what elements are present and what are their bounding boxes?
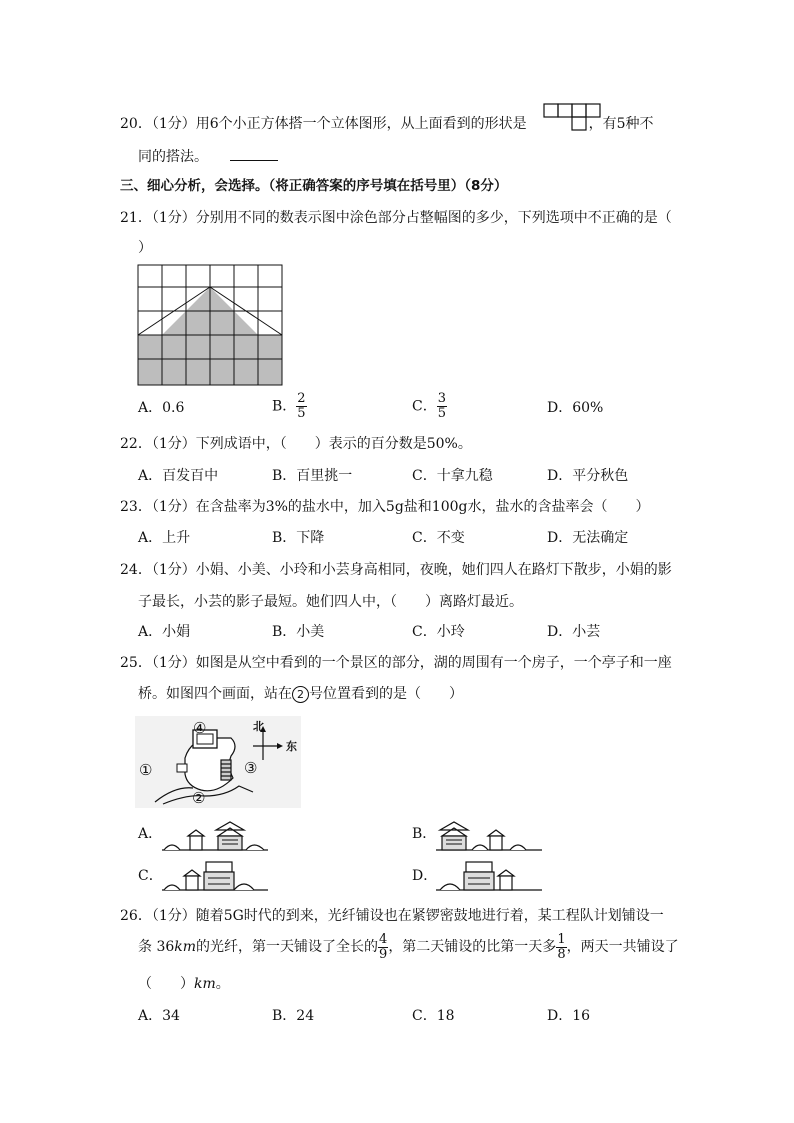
q26-line3-unit: km <box>194 976 216 992</box>
q25-scenic-map <box>135 716 301 808</box>
q26-line2-c: ，第二天铺设的比第一天多 <box>388 939 557 955</box>
q26-fraction-1-8: $\frac{1}{8}$ <box>557 931 566 962</box>
q26-unit-km: km <box>174 939 197 955</box>
q24-option-c[interactable]: C．小玲 <box>412 624 465 640</box>
top-view-shape-diagram <box>542 102 604 132</box>
q24-option-a[interactable]: A．小娟 <box>138 624 191 640</box>
q26-line2-d: ，两天一共铺设了 <box>566 939 679 955</box>
map-position-2: ② <box>192 789 206 807</box>
q21-option-b-label: B． <box>272 398 297 415</box>
q22-option-d[interactable]: D．平分秋色 <box>547 468 629 484</box>
q26-line1: 26．（1分）随着5G时代的到来，光纤铺设也在紧锣密鼓地进行着，某工程队计划铺设一 <box>120 908 664 924</box>
q25-line1: 25．（1分）如图是从空中看到的一个景区的部分，湖的周围有一个房子，一个亭子和一座 <box>120 655 672 671</box>
q21-option-d[interactable]: D．60% <box>547 400 604 416</box>
q25-option-c-scene-icon <box>160 856 270 892</box>
q25-option-b-scene-icon <box>434 816 544 852</box>
q24-option-d[interactable]: D．小芸 <box>547 624 601 640</box>
q22-line1: 22．（1分）下列成语中，（ ）表示的百分数是50%。 <box>120 436 472 452</box>
q25-line2 <box>138 684 463 704</box>
q25-option-a[interactable]: A． <box>138 826 163 842</box>
q23-option-b[interactable]: B．下降 <box>272 530 325 546</box>
q21-line1: 21．（1分）分别用不同的数表示图中涂色部分占整幅图的多少，下列选项中不正确的是（ <box>120 210 672 226</box>
q21-line2: ） <box>138 240 152 256</box>
map-north-label: 北 <box>253 720 264 733</box>
q20-text-line2: 同的搭法。 <box>138 149 208 165</box>
q21-option-a[interactable]: A．0.6 <box>138 400 185 416</box>
q25-line2-post: 号位置看到的是（ ） <box>309 686 463 702</box>
q22-option-a[interactable]: A．百发百中 <box>138 468 219 484</box>
q24-line2: 子最长，小芸的影子最短。她们四人中，（ ）离路灯最近。 <box>138 594 523 610</box>
q26-fraction-4-9: $\frac{4}{9}$ <box>379 931 388 962</box>
q26-option-b[interactable]: B．24 <box>272 1008 315 1024</box>
q20-text-post: ，有5种不 <box>588 116 654 132</box>
q22-option-b[interactable]: B．百里挑一 <box>272 468 353 484</box>
q26-line2 <box>138 930 679 964</box>
position-2-circle: 2 <box>292 686 309 703</box>
q21-option-b[interactable] <box>272 392 307 421</box>
q21-option-b-fraction: $\frac{2}{5}$ <box>297 391 306 421</box>
q20-answer-blank[interactable] <box>230 146 278 161</box>
q23-option-a[interactable]: A．上升 <box>138 530 191 546</box>
q20-line2 <box>138 146 278 167</box>
q21-option-c[interactable] <box>412 392 447 421</box>
q25-option-d-scene-icon <box>434 856 544 892</box>
q23-option-d[interactable]: D．无法确定 <box>547 530 629 546</box>
q23-option-c[interactable]: C．不变 <box>412 530 465 546</box>
q25-option-c[interactable]: C． <box>138 868 163 884</box>
q26-option-a[interactable]: A．34 <box>138 1008 180 1024</box>
q25-option-d[interactable]: D． <box>412 868 438 884</box>
map-position-4: ④ <box>193 719 207 737</box>
map-position-1: ① <box>139 761 153 779</box>
q23-line1: 23．（1分）在含盐率为3%的盐水中，加入5g盐和100g水，盐水的含盐率会（ ） <box>120 499 650 515</box>
map-east-label: 东 <box>286 740 297 753</box>
q26-line3-b: 。 <box>215 976 230 992</box>
q26-line3-a: （ ） <box>138 976 194 992</box>
q21-shaded-grid-figure <box>136 263 284 387</box>
q25-line2-pre: 桥。如图四个画面，站在 <box>138 686 292 702</box>
q21-option-c-fraction: $\frac{3}{5}$ <box>437 391 446 421</box>
q25-option-a-scene-icon <box>160 816 270 852</box>
map-position-3: ③ <box>244 759 258 777</box>
section-3-heading: 三、细心分析，会选择。（将正确答案的序号填在括号里）（8分） <box>120 178 508 194</box>
q26-line2-b: 的光纤，第一天铺设了全长的 <box>196 939 379 955</box>
q24-option-b[interactable]: B．小美 <box>272 624 325 640</box>
q24-line1: 24．（1分）小娟、小美、小玲和小芸身高相同，夜晚，她们四人在路灯下散步，小娟的影 <box>120 562 672 578</box>
q26-line3 <box>138 974 230 994</box>
q22-option-c[interactable]: C．十拿九稳 <box>412 468 493 484</box>
q25-option-b[interactable]: B． <box>412 826 437 842</box>
q26-option-c[interactable]: C．18 <box>412 1008 455 1024</box>
q21-option-c-label: C． <box>412 398 437 415</box>
q26-option-d[interactable]: D．16 <box>547 1008 591 1024</box>
q20-text-pre: 20．（1分）用6个小正方体搭一个立体图形，从上面看到的形状是 <box>120 116 527 132</box>
q26-line2-a: 条 36 <box>138 939 175 955</box>
